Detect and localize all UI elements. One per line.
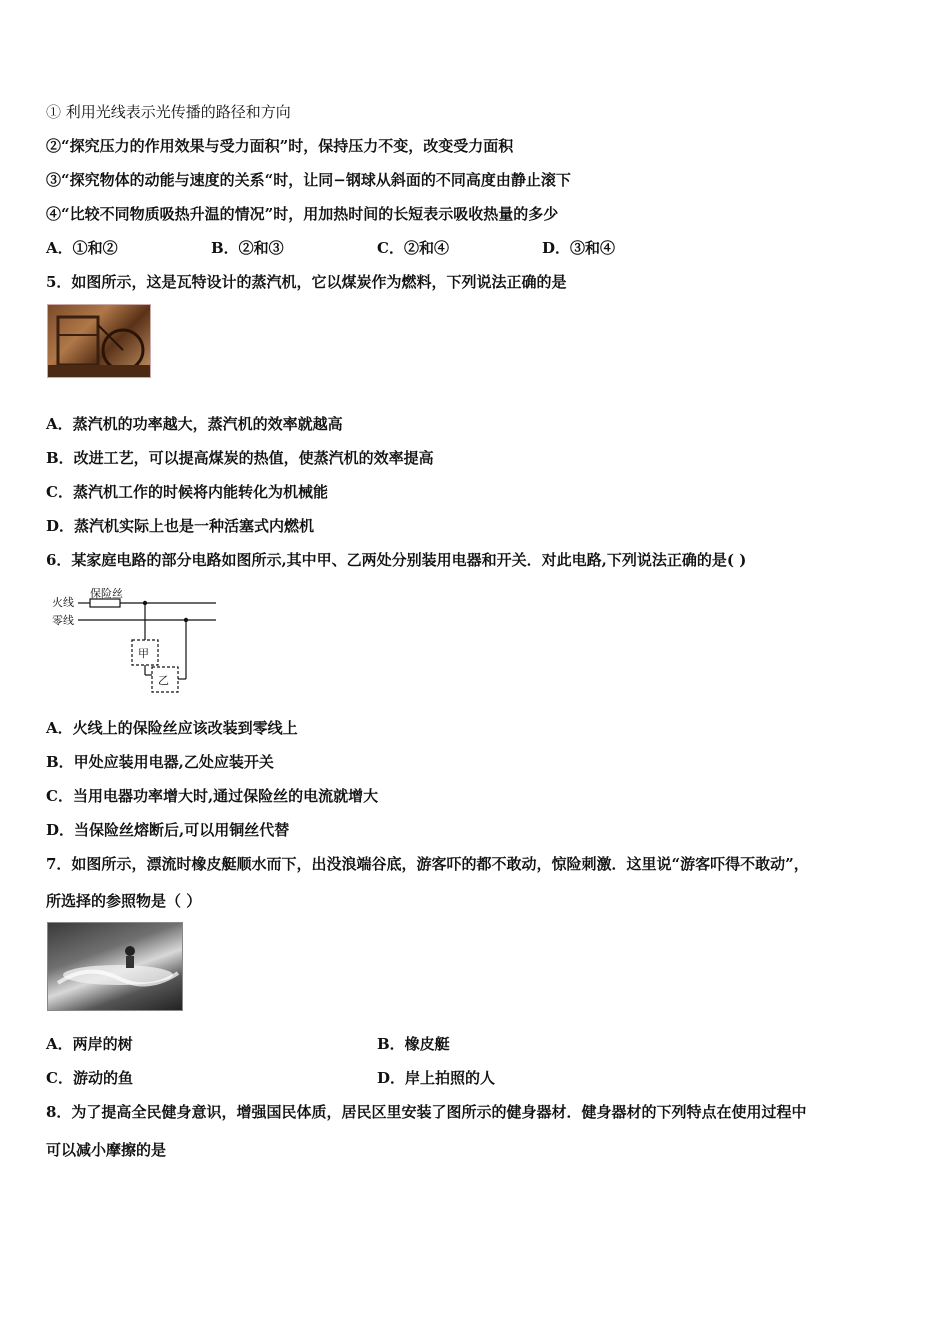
q8-stem-line1: 8．为了提高全民健身意识，增强国民体质，居民区里安装了图所示的健身器材．健身器材的下列特点在使用过程中 [46, 1103, 807, 1121]
intro-item-4: ④“比较不同物质吸热升温的情况”时，用加热时间的长短表示吸收热量的多少 [46, 205, 559, 223]
steam-engine-photo [47, 304, 151, 378]
intro-item-2: ②“探究压力的作用效果与受力面积”时，保持压力不变，改变受力面积 [46, 137, 514, 155]
q7-stem-line2: 所选择的参照物是（ ） [46, 892, 202, 910]
intro-item-3: ③“探究物体的动能与速度的关系“时，让同−钢球从斜面的不同高度由静止滚下 [46, 171, 571, 189]
q4-option-b[interactable]: B．②和③ [211, 239, 284, 257]
fuse-symbol [90, 599, 120, 607]
q5-stem: 5．如图所示，这是瓦特设计的蒸汽机，它以煤炭作为燃料，下列说法正确的是 [46, 273, 567, 291]
q4-option-d[interactable]: D．③和④ [542, 239, 616, 257]
neutral-wire-label: 零线 [52, 614, 74, 627]
fuse-label: 保险丝 [90, 587, 123, 600]
q5-option-b[interactable]: B．改进工艺，可以提高煤炭的热值，使蒸汽机的效率提高 [46, 449, 434, 467]
steam-engine-illustration [48, 305, 150, 377]
q7-option-c[interactable]: C．游动的鱼 [46, 1069, 133, 1087]
intro-item-1: ① 利用光线表示光传播的路径和方向 [46, 103, 291, 121]
q6-option-c[interactable]: C．当用电器功率增大时,通过保险丝的电流就增大 [46, 787, 379, 805]
box-yi-label: 乙 [158, 674, 169, 687]
q6-option-d[interactable]: D．当保险丝熔断后,可以用铜丝代替 [46, 821, 290, 839]
q7-option-d[interactable]: D．岸上拍照的人 [377, 1069, 496, 1087]
q6-option-a[interactable]: A．火线上的保险丝应该改装到零线上 [46, 719, 298, 737]
live-wire-label: 火线 [52, 596, 74, 609]
q7-option-b[interactable]: B．橡皮艇 [377, 1035, 450, 1053]
rafting-photo [47, 922, 183, 1011]
circuit-diagram [48, 585, 223, 697]
q4-option-c[interactable]: C．②和④ [377, 239, 449, 257]
box-jia-label: 甲 [138, 647, 149, 660]
q5-option-d[interactable]: D．蒸汽机实际上也是一种活塞式内燃机 [46, 517, 315, 535]
q7-option-a[interactable]: A．两岸的树 [46, 1035, 133, 1053]
q6-stem: 6．某家庭电路的部分电路如图所示,其中甲、乙两处分别装用电器和开关．对此电路,下列说法正确的是( ) [46, 551, 747, 569]
q5-option-c[interactable]: C．蒸汽机工作的时候将内能转化为机械能 [46, 483, 328, 501]
q6-option-b[interactable]: B．甲处应装用电器,乙处应装开关 [46, 753, 274, 771]
q5-option-a[interactable]: A．蒸汽机的功率越大，蒸汽机的效率就越高 [46, 415, 343, 433]
q7-stem-line1: 7．如图所示，漂流时橡皮艇顺水而下，出没浪端谷底，游客吓的都不敢动，惊险刺激．这里说“游客吓得不敢动”， [46, 855, 809, 873]
q4-option-a[interactable]: A．①和② [46, 239, 118, 257]
q8-stem-line2: 可以减小摩擦的是 [46, 1141, 167, 1159]
rafting-illustration [48, 923, 182, 1010]
